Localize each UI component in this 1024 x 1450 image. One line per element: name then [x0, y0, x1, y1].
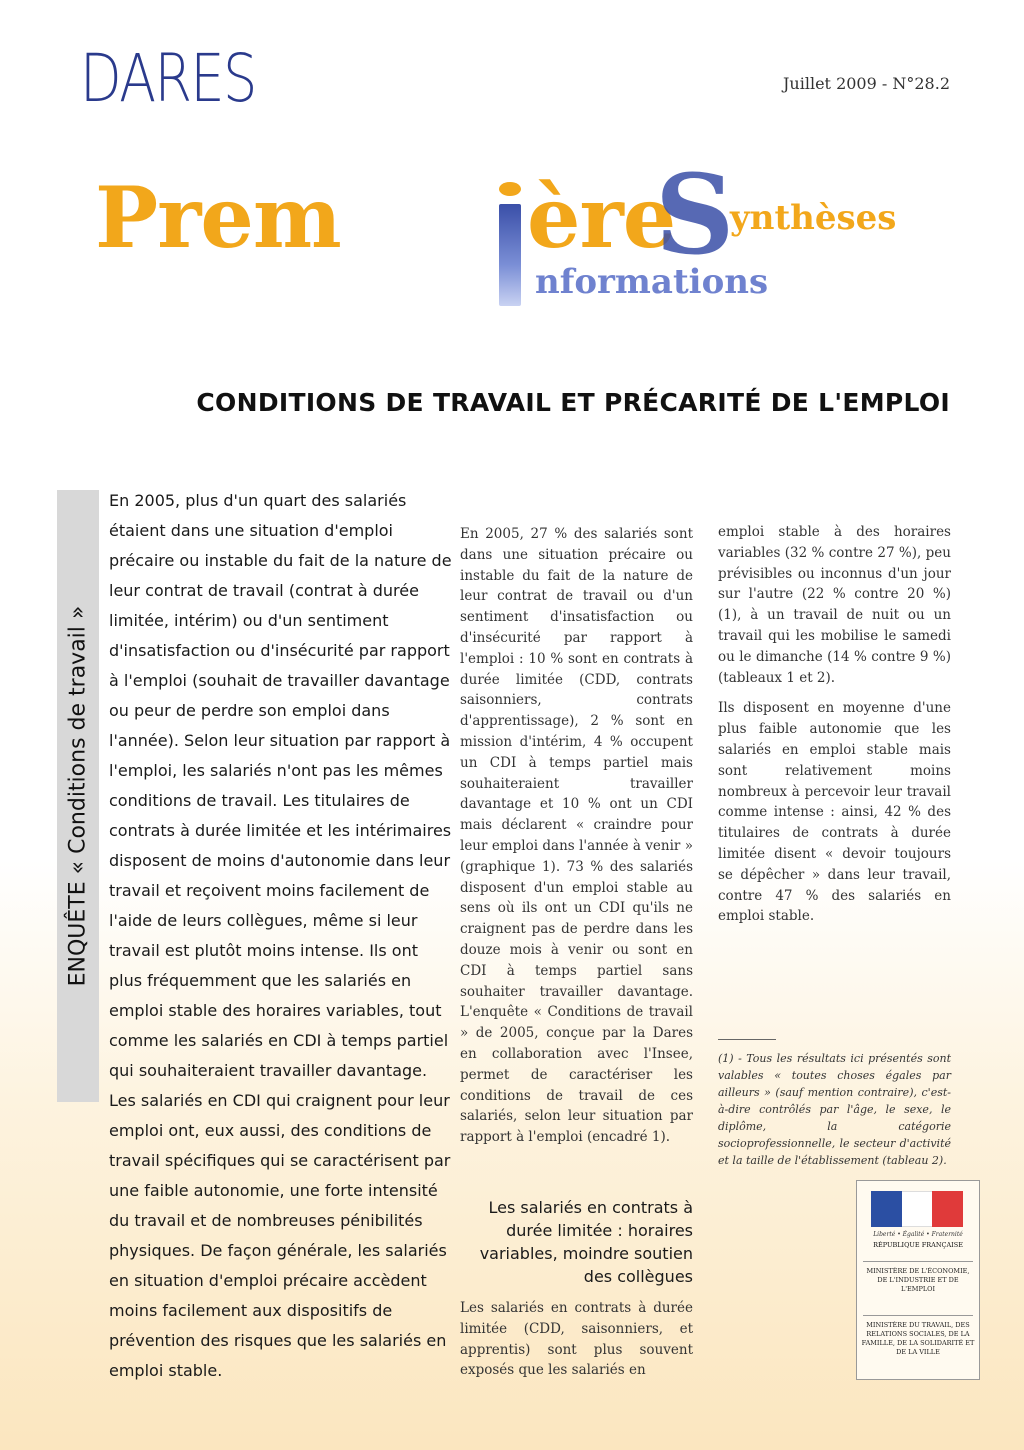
ministry-labour: MINISTÈRE DU TRAVAIL, DES RELATIONS SOCIALES, DE LA FAMILLE, DE LA SOLIDARITÉ ET DE LA VILLE	[861, 1321, 975, 1356]
masthead-j-stem	[499, 204, 521, 306]
side-banner-label: ENQUÊTE « Conditions de travail »	[65, 605, 91, 987]
masthead-s: S	[655, 150, 735, 279]
flag-red-band	[932, 1191, 963, 1227]
issue-date-number: Juillet 2009 - N°28.2	[783, 74, 950, 93]
dares-logo: DARES	[80, 40, 256, 117]
masthead-syntheses: ynthèses	[730, 198, 897, 238]
column-2	[460, 524, 693, 1158]
summary-text: En 2005, plus d'un quart des salariés étaient dans une situation d'emploi précaire ou instable du fait de la nature de leur contrat de travail (contrat à durée limitée, intérim) ou d'un sentiment d'insatisfaction ou d'insécurité par rapport à l'emploi (souhait de travailler davantage ou peur de perdre son emploi dans l'année). Selon leur situation par rapport à l'emploi, les salariés n'ont pas les mêmes conditions de travail. Les titulaires de contrats à durée limitée et les intérimaires disposent de moins d'autonomie dans leur travail et reçoivent moins facilement de l'aide de leurs collègues, même si leur travail est plutôt moins intense. Ils ont plus fréquemment que les salariés en emploi stable des horaires variables, tout comme les salariés en CDI à temps partiel qui souhaiteraient travailler davantage. Les salariés en CDI qui craignent pour leur emploi ont, eux aussi, des conditions de travail spécifiques qui se caractérisent par une faible autonomie, une forte intensité du travail et de nombreuses pénibilités physiques. De façon générale, les salariés en situation d'emploi précaire accèdent moins facilement aux dispositifs de prévention des risques que les salariés en emploi stable.	[109, 491, 452, 1380]
flag-blue-band	[871, 1191, 902, 1227]
masthead-informations: nformations	[535, 262, 769, 302]
column-2-continued	[460, 1298, 693, 1391]
french-flag-icon	[871, 1191, 963, 1227]
column-2-paragraph-1: En 2005, 27 % des salariés sont dans une situation précaire ou instable du fait de la nature de leur contrat de travail ou d'un sentiment d'insatisfaction ou d'insécurité par rapport à l'emploi : 10 % sont en contrats à durée limitée (CDD, contrats saisonniers, contrats d'apprentissage), 2 % sont en mission d'intérim, 4 % occupent un CDI à temps partiel mais souhaiteraient travailler davantage et 10 % ont un CDI mais déclarent « craindre pour leur emploi dans l'année à venir » (graphique 1). 73 % des salariés disposent d'un emploi stable au sens où ils ont un CDI qu'ils ne craignent pas de perdre dans les douze mois à venir ou sont en CDI à temps partiel sans souhaiter travailler davantage. L'enquête « Conditions de travail » de 2005, conçue par la Dares en collaboration avec l'Insee, permet de caractériser les conditions de travail de ces salariés, selon leur situation par rapport à l'emploi (encadré 1).	[460, 526, 693, 1146]
ministry-logo-box	[856, 1180, 980, 1380]
column-2-paragraph-2: Les salariés en contrats à durée limitée (CDD, saisonniers, et apprentis) sont plus souvent exposés que les salariés en	[460, 1300, 693, 1379]
column-3	[718, 522, 951, 937]
ministry-economy: MINISTÈRE DE L'ÉCONOMIE, DE L'INDUSTRIE ET DE L'EMPLOI	[866, 1267, 970, 1293]
column-3-paragraph-2: Ils disposent en moyenne d'une plus faible autonomie que les salariés en emploi stable mais sont relativement moins nombreux à percevoir leur travail comme intense : ainsi, 42 % des titulaires de contrats à durée limitée disent « devoir toujours se dépêcher » dans leur travail, contre 47 % des salariés en emploi stable.	[718, 700, 951, 925]
masthead-j-dot	[499, 182, 521, 196]
republic-motto: Liberté • Égalité • Fraternité	[873, 1231, 963, 1238]
ministry-divider-1	[863, 1261, 973, 1262]
column-3-paragraph-1: emploi stable à des horaires variables (32 % contre 27 %), peu prévisibles ou inconnus d'un jour sur l'autre (22 % contre 20 %) (1), à un travail de nuit ou un travail qui les mobilise le samedi ou le dimanche (14 % contre 9 %) (tableaux 1 et 2).	[718, 524, 951, 686]
masthead-premi: Prem	[95, 168, 341, 267]
footnote: (1) - Tous les résultats ici présentés sont valables « toutes choses égales par ailleurs » (sauf mention contraire), c'est-à-dire contrôlés par l'âge, le sexe, le diplôme, la catégorie socioprofessionnelle, le secteur d'activité et la taille de l'établissement (tableau 2).	[718, 1052, 951, 1167]
flag-white-band	[902, 1191, 933, 1227]
footnote-divider	[718, 1039, 776, 1040]
masthead-logo	[95, 150, 955, 310]
republique-francaise: RÉPUBLIQUE FRANÇAISE	[873, 1241, 963, 1249]
side-banner	[57, 490, 99, 1102]
section-heading: Les salariés en contrats à durée limitée : horaires variables, moindre soutien des collègues	[479, 1198, 693, 1286]
page-title: CONDITIONS DE TRAVAIL ET PRÉCARITÉ DE L'EMPLOI	[196, 388, 950, 417]
masthead-re: ère	[527, 168, 676, 267]
ministry-divider-2	[863, 1315, 973, 1316]
